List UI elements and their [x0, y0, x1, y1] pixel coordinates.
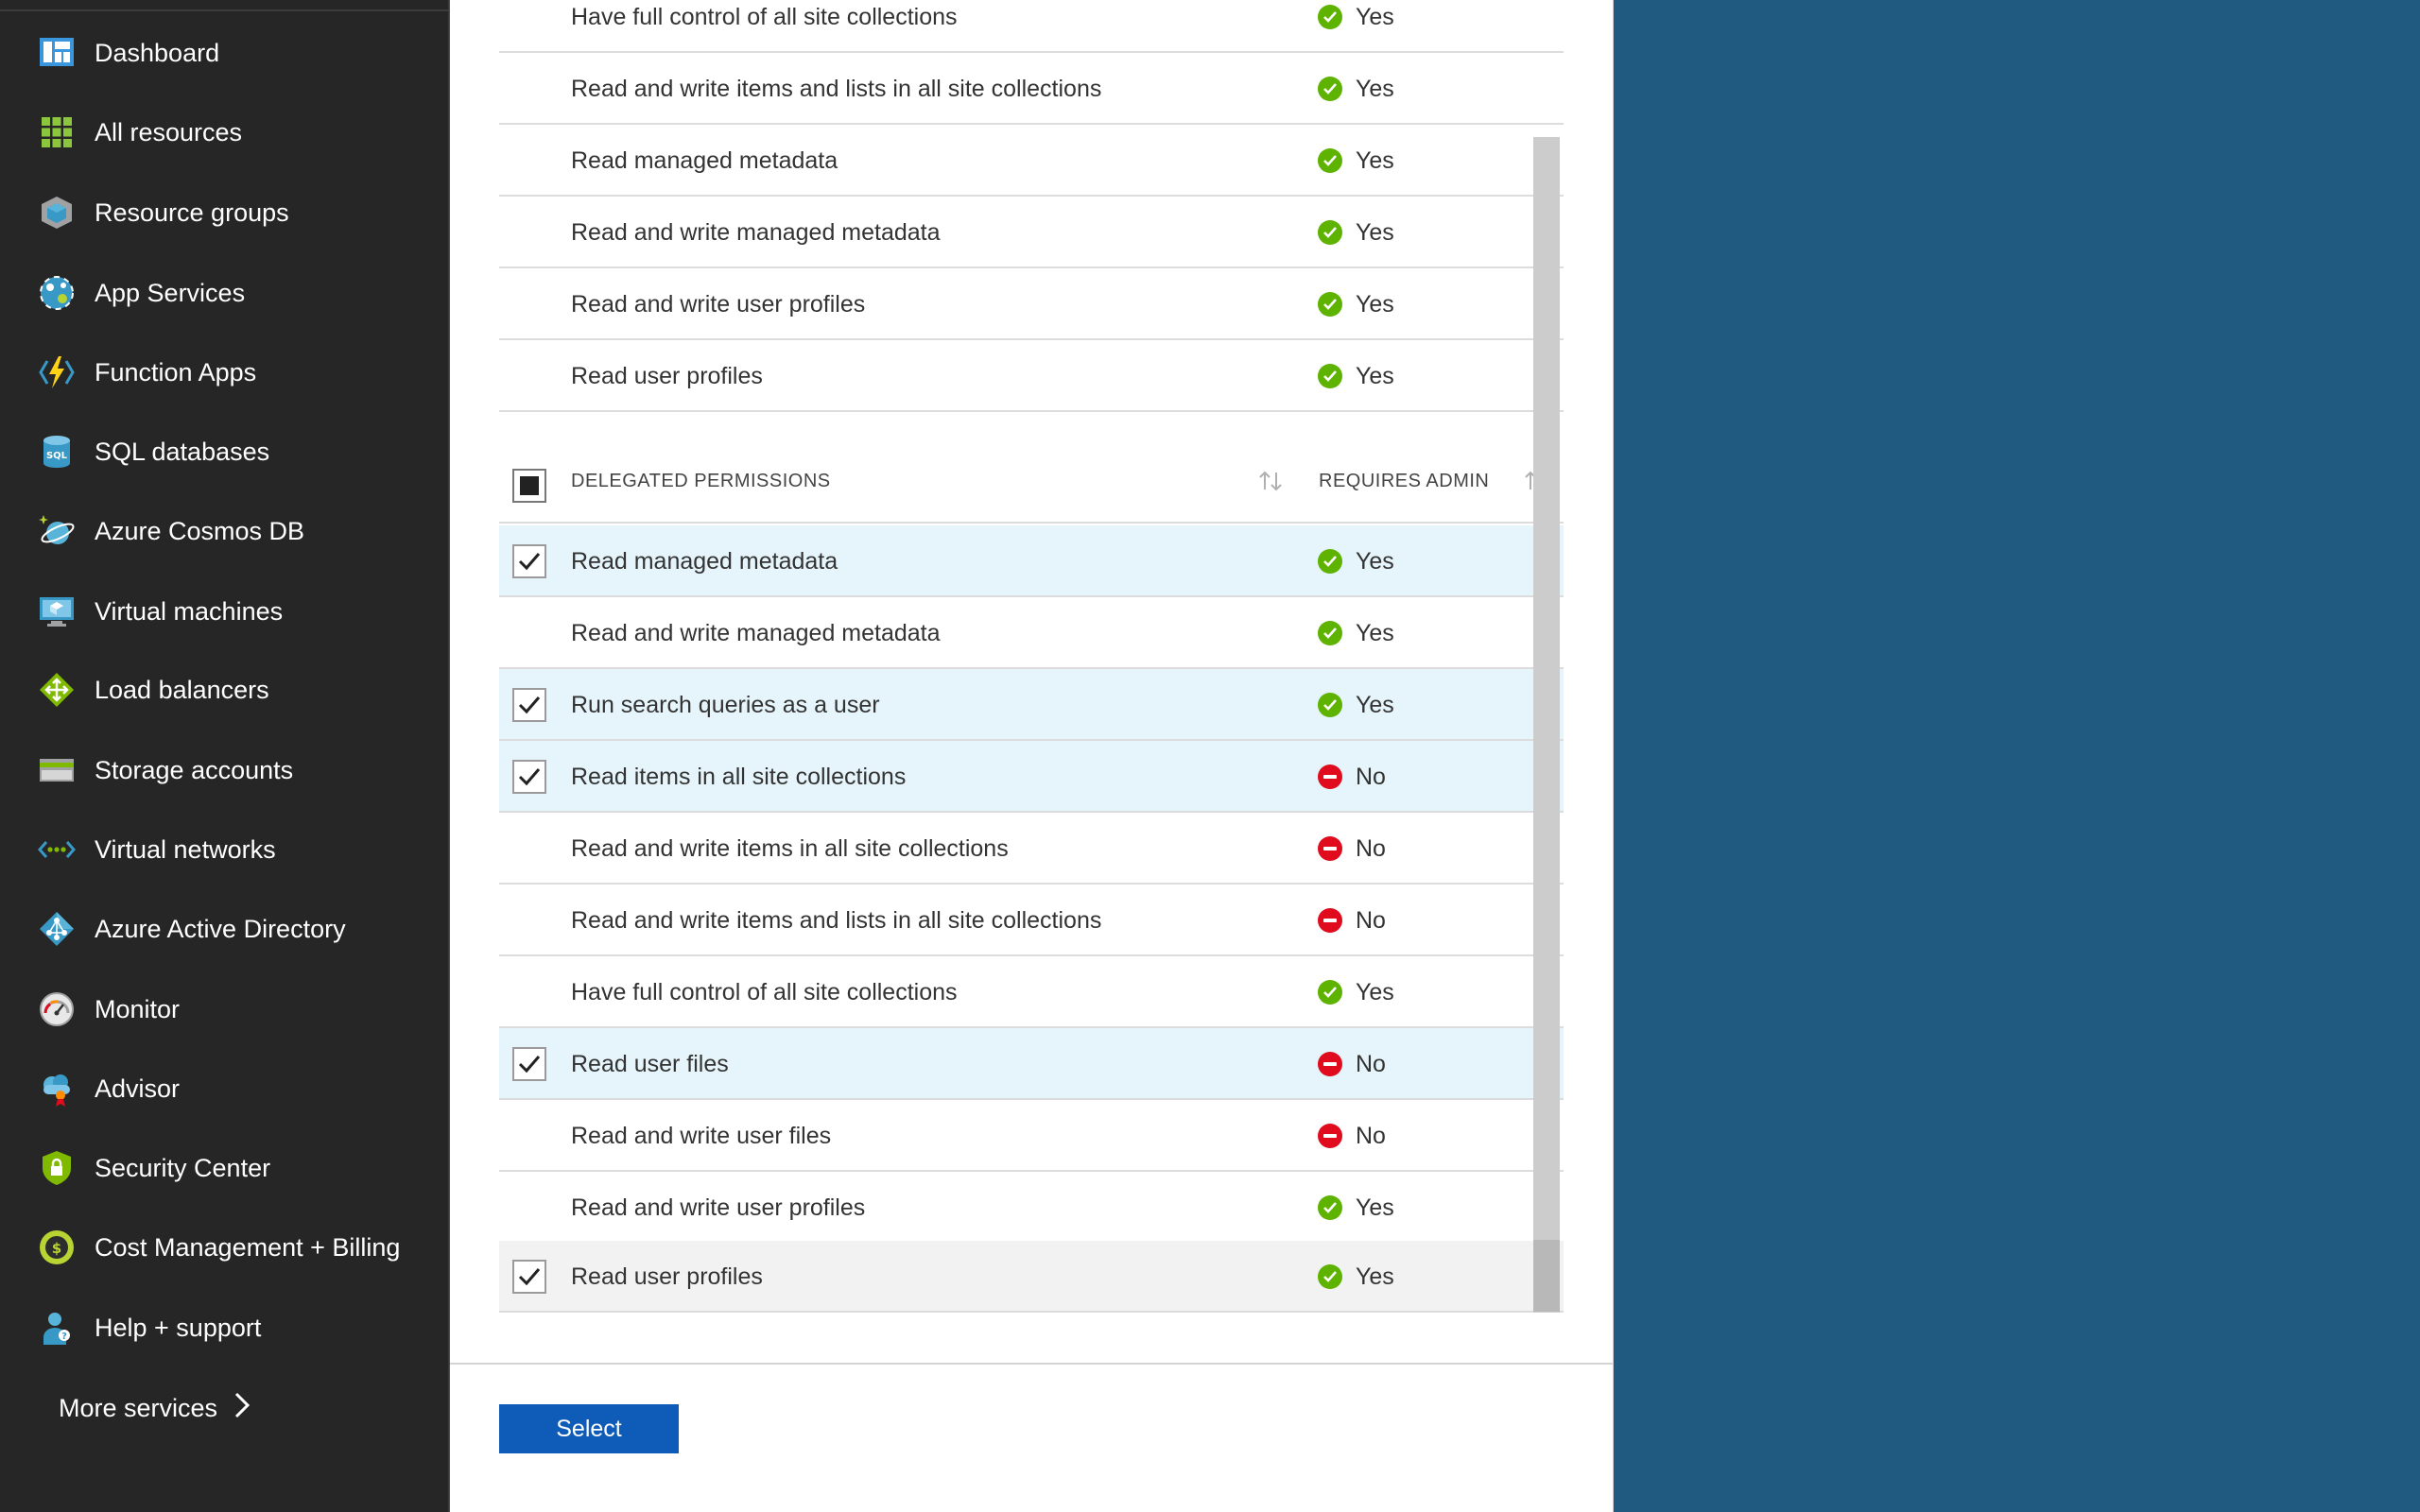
blocked-circle-icon: [1318, 765, 1342, 789]
sidebar-item-label: Monitor: [95, 994, 181, 1023]
permission-name: Read and write items and lists in all site collections: [571, 76, 1102, 102]
check-circle-icon: [1318, 549, 1342, 574]
permission-name: Run search queries as a user: [571, 692, 880, 718]
sidebar-item-label: Security Center: [95, 1153, 271, 1182]
table-row[interactable]: [499, 53, 1564, 125]
table-row[interactable]: [499, 125, 1564, 197]
permission-name: Read items in all site collections: [571, 764, 907, 790]
sidebar-top-divider: [0, 0, 449, 11]
requires-admin-text: Yes: [1356, 362, 1394, 389]
table-row[interactable]: [499, 525, 1564, 597]
sidebar-item-advisor[interactable]: [0, 1049, 449, 1128]
sidebar-item-load-balancers[interactable]: [0, 650, 449, 730]
sidebar-item-label: All resources: [95, 117, 243, 146]
requires-admin-status: [1318, 525, 1394, 597]
permission-name: Read and write managed metadata: [571, 620, 941, 646]
sidebar-item-monitor[interactable]: [0, 970, 449, 1049]
requires-admin-status: [1318, 1100, 1386, 1172]
sidebar-item-label: App Services: [95, 278, 246, 307]
requires-admin-status: [1318, 813, 1386, 885]
svg-text:?: ?: [61, 1332, 67, 1342]
requires-admin-status: [1318, 268, 1394, 340]
requires-admin-text: Yes: [1356, 146, 1394, 174]
sidebar-item-help-support[interactable]: [0, 1288, 449, 1367]
row-checkbox[interactable]: [512, 544, 546, 578]
sql-databases-icon: [38, 433, 76, 471]
table-row[interactable]: [499, 1028, 1564, 1100]
check-circle-icon: [1318, 148, 1342, 173]
virtual-machines-icon: [38, 593, 76, 630]
virtual-networks-icon: [38, 831, 76, 868]
sort-arrows-icon[interactable]: [1257, 469, 1284, 493]
scrollbar-thumb[interactable]: [1533, 1240, 1560, 1312]
requires-admin-status: [1318, 0, 1394, 53]
sidebar-item-cost-management-billing[interactable]: [0, 1208, 449, 1287]
sidebar-item-azure-active-directory[interactable]: [0, 889, 449, 969]
sidebar-item-storage-accounts[interactable]: [0, 730, 449, 810]
row-checkbox[interactable]: [512, 688, 546, 722]
requires-admin-status: [1318, 53, 1394, 125]
check-circle-icon: [1318, 292, 1342, 317]
requires-admin-text: No: [1356, 763, 1386, 790]
requires-admin-text: Yes: [1356, 619, 1394, 646]
requires-admin-text: No: [1356, 1050, 1386, 1077]
table-row[interactable]: [499, 340, 1564, 412]
app-services-icon: [38, 274, 76, 312]
requires-admin-text: No: [1356, 906, 1386, 934]
check-circle-icon: [1318, 77, 1342, 101]
footer-divider: [450, 1363, 1614, 1365]
advisor-icon: [38, 1070, 76, 1108]
requires-admin-status: [1318, 956, 1394, 1028]
checkmark-icon: [517, 1266, 542, 1287]
permission-name: Read user profiles: [571, 1263, 763, 1290]
row-checkbox[interactable]: [512, 760, 546, 794]
blocked-circle-icon: [1318, 836, 1342, 861]
blocked-circle-icon: [1318, 1052, 1342, 1076]
requires-admin-status: [1318, 197, 1394, 268]
sidebar-item-virtual-machines[interactable]: [0, 572, 449, 651]
sidebar-item-label: Dashboard: [95, 38, 220, 67]
check-circle-icon: [1318, 364, 1342, 388]
permission-name: Read managed metadata: [571, 147, 838, 174]
sidebar-item-virtual-networks[interactable]: [0, 810, 449, 889]
more-services-link[interactable]: [59, 1387, 251, 1429]
function-apps-icon: [38, 353, 76, 391]
requires-admin-status: [1318, 597, 1394, 669]
sidebar-item-label: Resource groups: [95, 198, 289, 227]
vertical-scrollbar[interactable]: [1533, 137, 1560, 1313]
active-directory-icon: [38, 910, 76, 948]
permission-name: Read managed metadata: [571, 548, 838, 575]
table-row[interactable]: [499, 956, 1564, 1028]
check-circle-icon: [1318, 1264, 1342, 1289]
sidebar-item-label: Advisor: [95, 1074, 181, 1103]
checkmark-icon: [517, 551, 542, 572]
table-row[interactable]: [499, 1241, 1564, 1313]
all-resources-icon: [38, 113, 76, 151]
checkmark-icon: [517, 766, 542, 787]
table-row[interactable]: [499, 813, 1564, 885]
requires-admin-text: Yes: [1356, 75, 1394, 102]
checkmark-icon: [517, 695, 542, 715]
permission-name: Read user files: [571, 1051, 729, 1077]
sidebar-item-all-resources[interactable]: [0, 93, 449, 172]
requires-admin-text: Yes: [1356, 218, 1394, 246]
table-row[interactable]: [499, 669, 1564, 741]
sidebar-item-label: Azure Active Directory: [95, 914, 346, 943]
storage-accounts-icon: [38, 751, 76, 789]
table-row[interactable]: [499, 1172, 1564, 1244]
resource-groups-icon: [38, 194, 76, 232]
sidebar-item-label: Load balancers: [95, 675, 269, 704]
checkmark-icon: [517, 1054, 542, 1074]
requires-admin-text: Yes: [1356, 290, 1394, 318]
security-center-icon: [38, 1149, 76, 1187]
requires-admin-text: No: [1356, 1122, 1386, 1149]
requires-admin-status: [1318, 1241, 1394, 1313]
cost-billing-icon: [38, 1228, 76, 1266]
check-circle-icon: [1318, 5, 1342, 29]
table-row[interactable]: [499, 0, 1564, 53]
requires-admin-status: [1318, 885, 1386, 956]
check-circle-icon: [1318, 621, 1342, 645]
permission-name: Read and write user profiles: [571, 291, 866, 318]
requires-admin-status: [1318, 1172, 1394, 1244]
requires-admin-text: Yes: [1356, 691, 1394, 718]
requires-admin-status: [1318, 340, 1394, 412]
table-row[interactable]: [499, 268, 1564, 340]
check-circle-icon: [1318, 1195, 1342, 1220]
requires-admin-column-header[interactable]: REQUIRES ADMIN: [1319, 471, 1490, 491]
permission-name: Read and write user files: [571, 1123, 832, 1149]
requires-admin-status: [1318, 669, 1394, 741]
select-all-checkbox[interactable]: [512, 469, 546, 503]
sidebar-item-label: Help + support: [95, 1313, 262, 1342]
check-circle-icon: [1318, 980, 1342, 1005]
help-support-icon: [38, 1309, 76, 1347]
requires-admin-text: Yes: [1356, 547, 1394, 575]
sidebar-item-sql-databases[interactable]: [0, 412, 449, 491]
sidebar-item-function-apps[interactable]: [0, 333, 449, 412]
select-button[interactable]: Select: [499, 1404, 679, 1453]
sidebar-item-resource-groups[interactable]: [0, 173, 449, 252]
delegated-permissions-header: [499, 446, 1564, 524]
permission-name: Read user profiles: [571, 363, 763, 389]
blocked-circle-icon: [1318, 908, 1342, 933]
permission-name: Read and write managed metadata: [571, 219, 941, 246]
permission-name: Have full control of all site collections: [571, 979, 958, 1005]
sidebar-item-label: Cost Management + Billing: [95, 1232, 401, 1262]
sidebar-item-security-center[interactable]: [0, 1128, 449, 1208]
svg-text:$: $: [51, 1240, 62, 1257]
table-row[interactable]: [499, 197, 1564, 268]
more-services-label: More services: [59, 1393, 218, 1422]
table-row[interactable]: [499, 597, 1564, 669]
requires-admin-text: Yes: [1356, 3, 1394, 30]
requires-admin-status: [1318, 741, 1386, 813]
sidebar-item-label: Storage accounts: [95, 755, 294, 784]
sidebar-item-label: Function Apps: [95, 357, 257, 387]
table-row[interactable]: [499, 741, 1564, 813]
sidebar-item-label: Virtual networks: [95, 834, 276, 864]
requires-admin-text: No: [1356, 834, 1386, 862]
sidebar-item-app-services[interactable]: [0, 253, 449, 333]
svg-text:SQL: SQL: [45, 451, 68, 461]
table-row[interactable]: [499, 1100, 1564, 1172]
load-balancers-icon: [38, 671, 76, 709]
sidebar-item-dashboard[interactable]: [0, 13, 449, 93]
monitor-icon: [38, 990, 76, 1028]
requires-admin-status: [1318, 1028, 1386, 1100]
permission-name: Read and write user profiles: [571, 1194, 866, 1221]
cosmos-db-icon: [38, 512, 76, 550]
table-row[interactable]: [499, 885, 1564, 956]
requires-admin-text: Yes: [1356, 1194, 1394, 1221]
dashboard-icon: [38, 34, 76, 72]
check-circle-icon: [1318, 693, 1342, 717]
permission-name: Have full control of all site collections: [571, 4, 958, 30]
permission-name: Read and write items and lists in all site collections: [571, 907, 1102, 934]
permission-name: Read and write items in all site collections: [571, 835, 1009, 862]
delegated-permissions-column-header[interactable]: DELEGATED PERMISSIONS: [571, 471, 831, 491]
sidebar-item-label: SQL databases: [95, 437, 270, 466]
row-checkbox[interactable]: [512, 1047, 546, 1081]
check-circle-icon: [1318, 220, 1342, 245]
sidebar-item-label: Azure Cosmos DB: [95, 516, 305, 545]
row-checkbox[interactable]: [512, 1260, 546, 1294]
sidebar-item-label: Virtual machines: [95, 596, 284, 626]
requires-admin-text: Yes: [1356, 1263, 1394, 1290]
chevron-right-icon: [217, 1391, 251, 1426]
blocked-circle-icon: [1318, 1124, 1342, 1148]
left-navigation: [0, 0, 449, 1512]
sidebar-item-azure-cosmos-db[interactable]: [0, 491, 449, 571]
requires-admin-status: [1318, 125, 1394, 197]
requires-admin-text: Yes: [1356, 978, 1394, 1005]
